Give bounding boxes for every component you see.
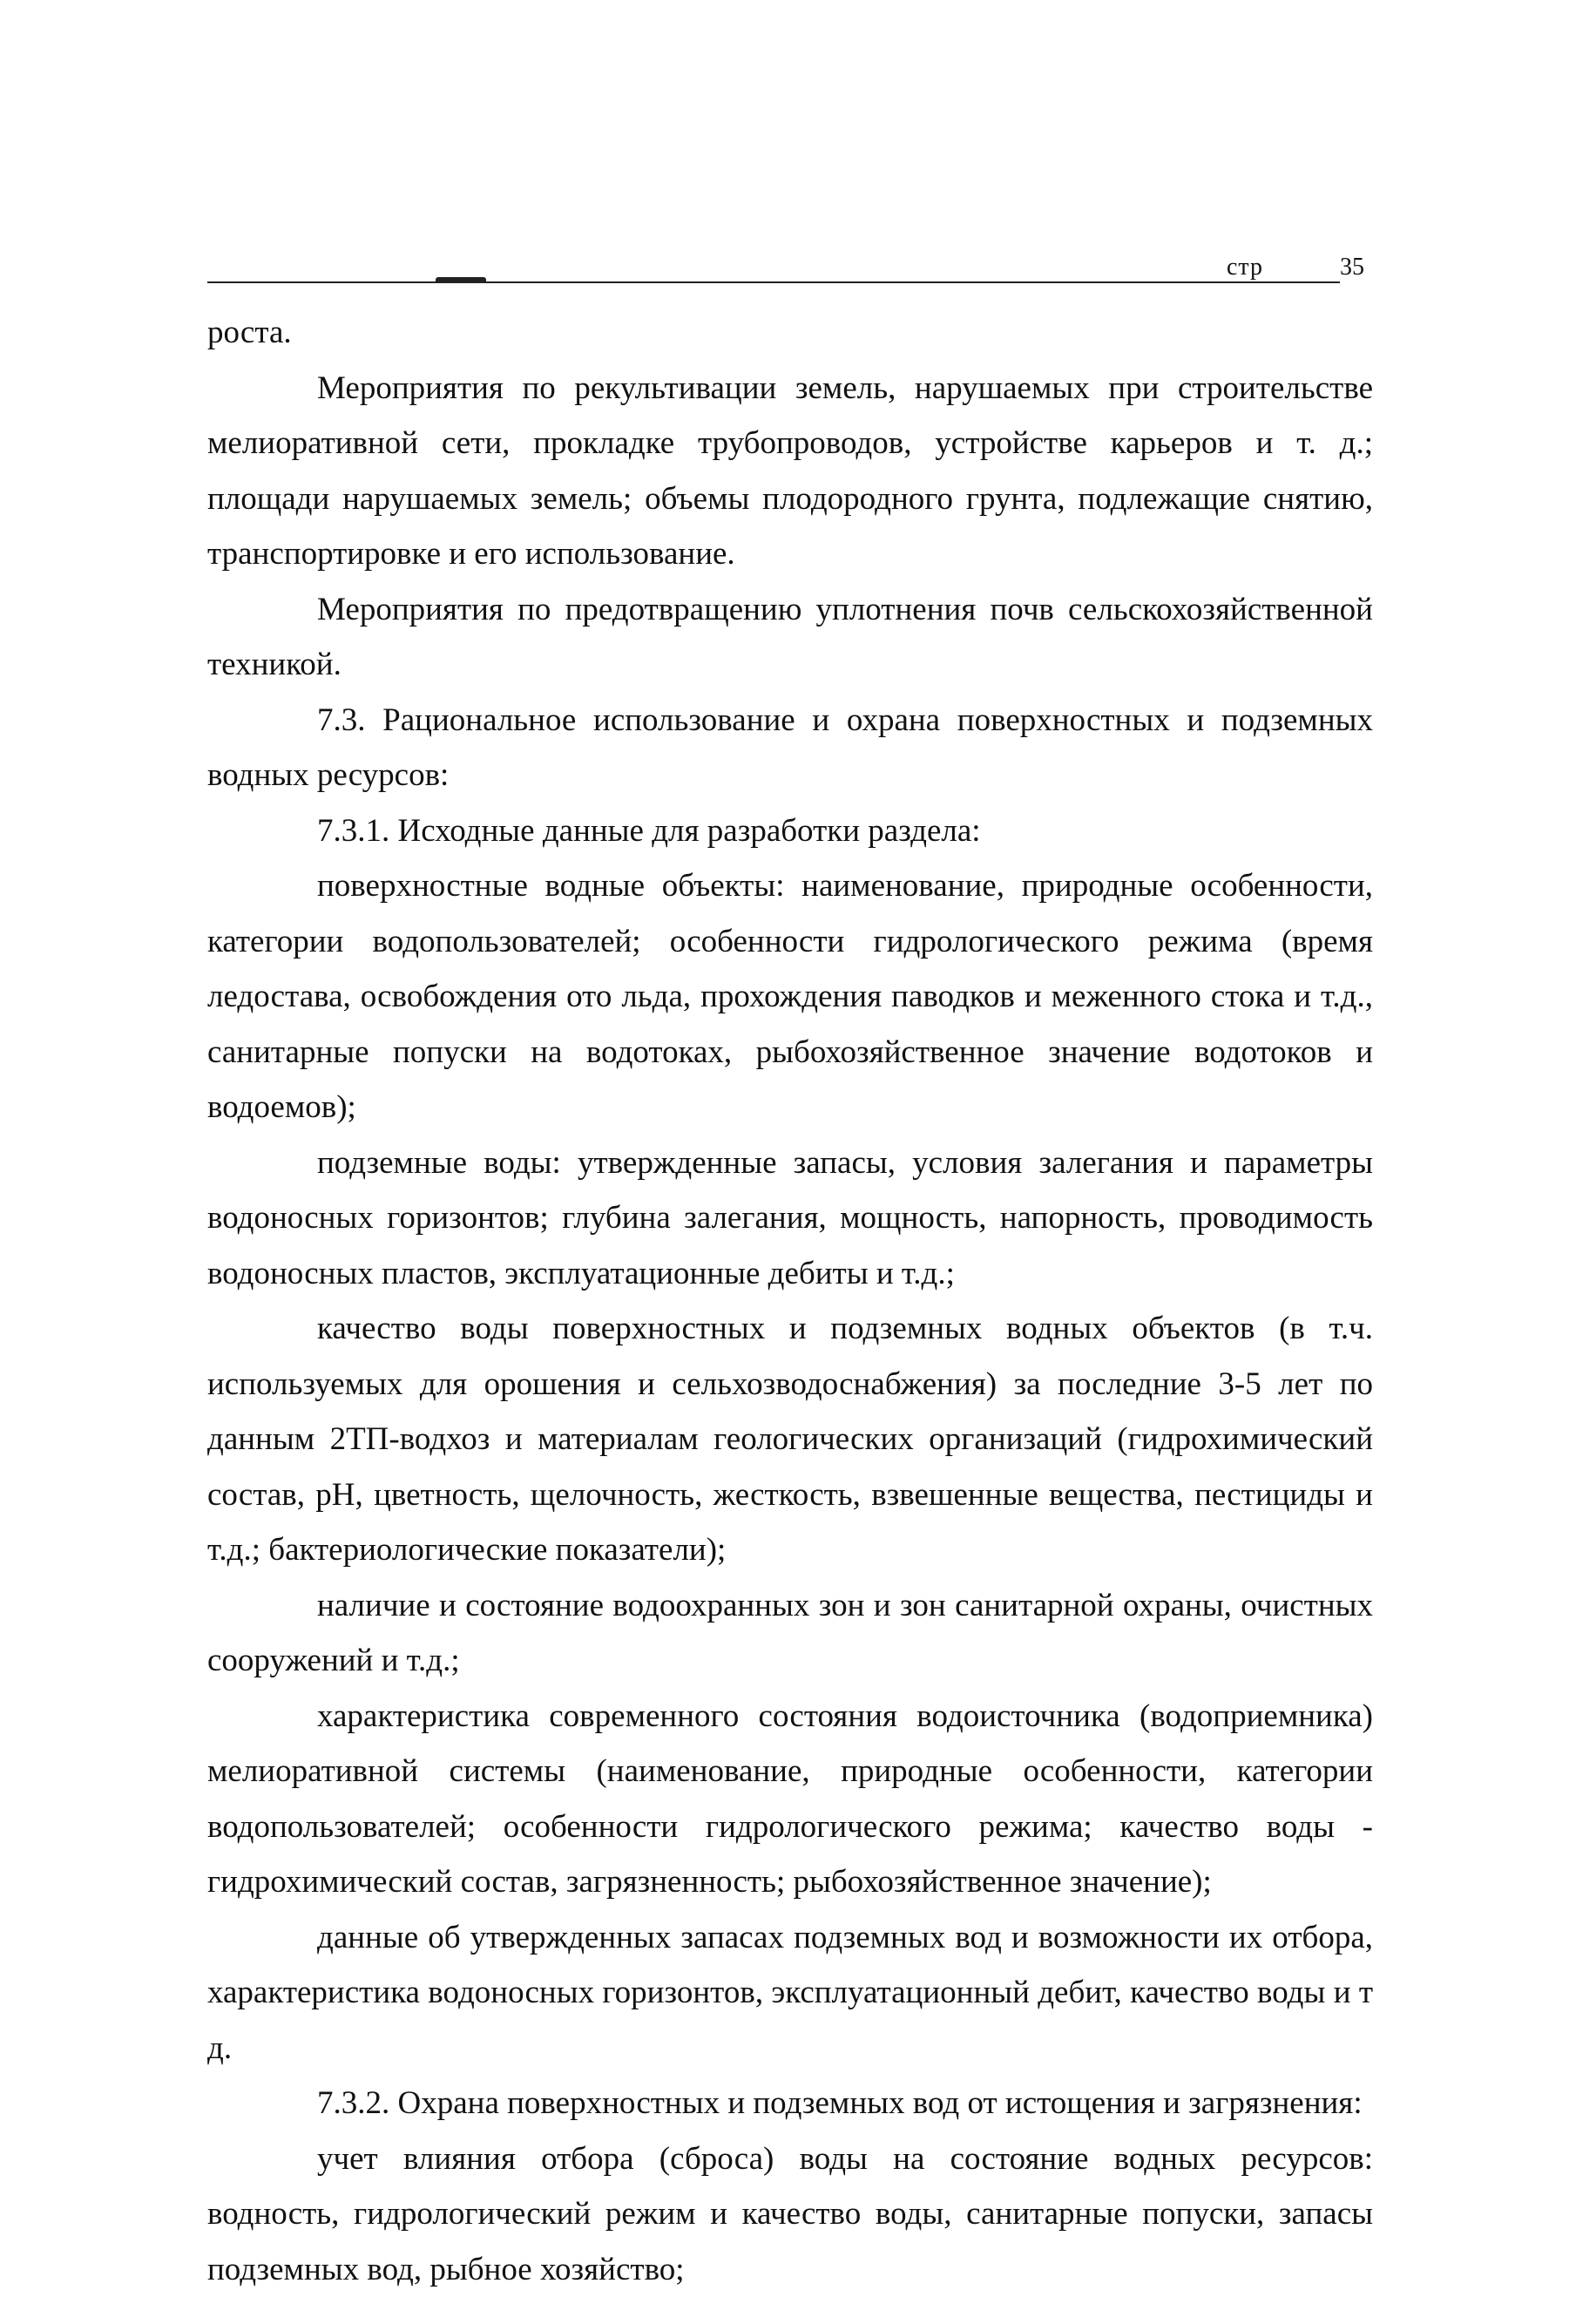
- paragraph: характеристика современного состояния водоисточника (водоприемника) мелиоративной системы (наименование, природные особенности, категории водопользователей; особенности гидрологического режима; качество воды - гидрохимический состав, загрязненность; рыбохозяйственное значение);: [207, 1689, 1373, 1910]
- subsection-heading: 7.3.1. Исходные данные для разработки раздела:: [207, 803, 1373, 859]
- paragraph: роста.: [207, 305, 1373, 361]
- paragraph: Мероприятия по рекультивации земель, нарушаемых при строительстве мелиоративной сети, прокладке трубопроводов, устройстве карьеров и т. д.; площади нарушаемых земель; объемы плодородного грунта, подлежащие снятию, транспортировке и его использование.: [207, 361, 1373, 582]
- document-body: [207, 305, 1373, 2297]
- page-label: стр: [1227, 253, 1263, 282]
- paragraph: качество воды поверхностных и подземных водных объектов (в т.ч. используемых для орошения и сельхозводоснабжения) за последние 3-5 лет по данным 2ТП-водхоз и материалам геологических организаций (гидрохимический состав, pH, цветность, щелочность, жесткость, взвешенные вещества, пестициды и т.д.; бактериологические показатели);: [207, 1301, 1373, 1578]
- header-rule: [207, 281, 1340, 283]
- paragraph: наличие и состояние водоохранных зон и зон санитарной охраны, очистных сооружений и т.д.;: [207, 1578, 1373, 1689]
- paragraph: учет влияния отбора (сброса) воды на состояние водных ресурсов: водность, гидрологический режим и качество воды, санитарные попуски, запасы подземных вод, рыбное хозяйство;: [207, 2131, 1373, 2297]
- subsection-heading: 7.3.2. Охрана поверхностных и подземных вод от истощения и загрязнения:: [207, 2076, 1373, 2131]
- page-header: [207, 253, 1375, 288]
- section-heading: 7.3. Рациональное использование и охрана поверхностных и подземных водных ресурсов:: [207, 693, 1373, 803]
- paragraph: поверхностные водные объекты: наименование, природные особенности, категории водопользователей; особенности гидрологического режима (время ледостава, освобождения ото льда, прохождения паводков и меженного стока и т.д., санитарные попуски на водотоках, рыбохозяйственное значение водотоков и водоемов);: [207, 858, 1373, 1135]
- page-number: 35: [1340, 253, 1364, 282]
- header-rule-mark: [436, 277, 486, 282]
- paragraph: данные об утвержденных запасах подземных вод и возможности их отбора, характеристика водоносных горизонтов, эксплуатационный дебит, качество воды и т д.: [207, 1910, 1373, 2077]
- paragraph: Мероприятия по предотвращению уплотнения почв сельскохозяйственной техникой.: [207, 582, 1373, 693]
- paragraph: подземные воды: утвержденные запасы, условия залегания и параметры водоносных горизонтов; глубина залегания, мощность, напорность, проводимость водоносных пластов, эксплуатационные дебиты и т.д.;: [207, 1135, 1373, 1302]
